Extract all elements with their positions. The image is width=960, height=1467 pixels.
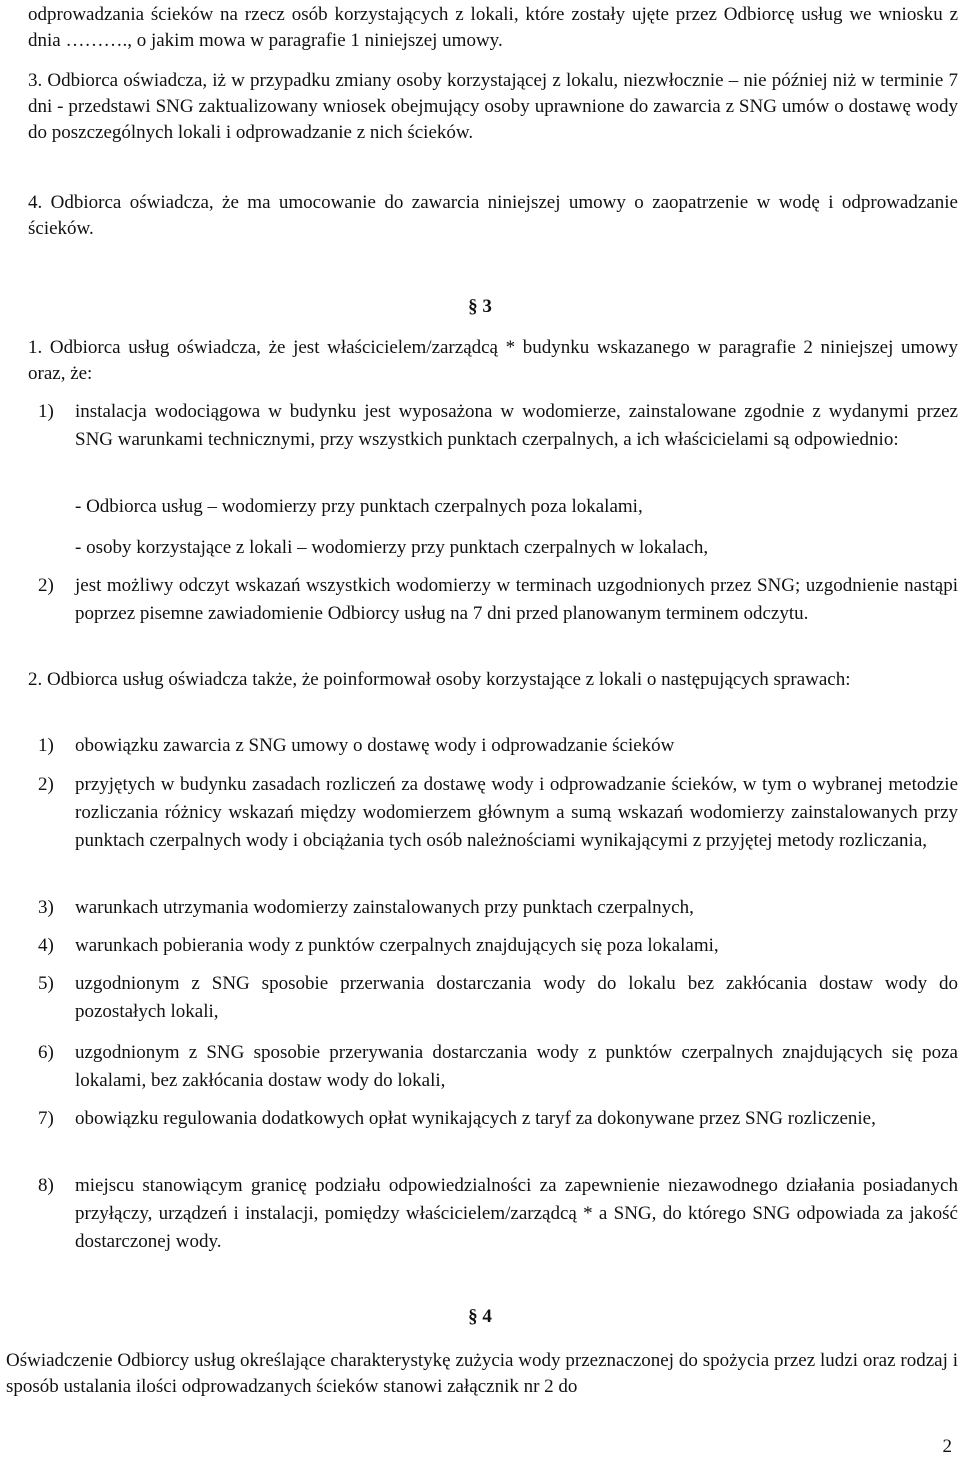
- item-text: warunkach utrzymania wodomierzy zainstalowanych przy punktach czerpalnych,: [75, 897, 694, 918]
- section-3-p2-item-2: [28, 771, 958, 855]
- paragraph-4-number: 4.: [28, 192, 43, 213]
- item-text: uzgodnionym z SNG sposobie przerwania dostarczania wody do lokalu bez zakłócania dostaw wody do pozostałych lokali,: [75, 973, 958, 1022]
- intro-text: odprowadzania ścieków na rzecz osób korzystających z lokali, które zostały ujęte przez Odbiorcę usług we wniosku z dnia ………., o jakim mowa w paragrafie 1 niniejszej umowy.: [28, 4, 958, 51]
- section-4-paragraph: [6, 1348, 958, 1400]
- item-text: obowiązku regulowania dodatkowych opłat wynikających z taryf za dokonywane przez SNG rozliczenie,: [75, 1108, 876, 1129]
- item-number: 2): [38, 575, 54, 596]
- section-3-p2-item-4: [28, 932, 958, 960]
- paragraph-3-text: Odbiorca oświadcza, iż w przypadku zmiany osoby korzystającej z lokalu, niezwłocznie – nie później niż w terminie 7 dni - przedstawi SNG zaktualizowany wniosek obejmujący osoby uprawnione do zawarcia z SNG umów o dostawę wody do poszczególnych lokali i odprowadzanie z nich ścieków.: [28, 70, 959, 143]
- item-number: 3): [38, 897, 54, 918]
- section-4-text: Oświadczenie Odbiorcy usług określające charakterystykę zużycia wody przeznaczonej do spożycia przez ludzi oraz rodzaj i sposób ustalania ilości odprowadzanych ścieków stanowi załącznik nr 2 do: [6, 1350, 958, 1397]
- item-text: uzgodnionym z SNG sposobie przerywania dostarczania wody z punktów czerpalnych znajdujących się poza lokalami, bez zakłócania dostaw wody do lokali,: [75, 1042, 958, 1091]
- item-number: 7): [38, 1108, 54, 1129]
- section-3-item-2: [28, 572, 958, 628]
- intro-paragraph: [28, 2, 958, 54]
- item-text: instalacja wodociągowa w budynku jest wyposażona w wodomierze, zainstalowane zgodnie z wydanymi przez SNG warunkami technicznymi, przy wszystkich punktach czerpalnych, a ich właścicielami są odpowiednio:: [75, 401, 958, 450]
- section-3-p2-item-1: [28, 732, 958, 760]
- section-3-paragraph-2-text: Odbiorca usług oświadcza także, że poinformował osoby korzystające z lokali o następujących sprawach:: [47, 669, 851, 690]
- item-text: obowiązku zawarcia z SNG umowy o dostawę wody i odprowadzanie ścieków: [75, 735, 675, 756]
- section-3-p2-item-6: [28, 1039, 958, 1095]
- section-3-p2-item-7: [28, 1105, 958, 1133]
- paragraph-3: [28, 68, 958, 146]
- item-text: przyjętych w budynku zasadach rozliczeń za dostawę wody i odprowadzanie ścieków, w tym o wybranej metodzie rozliczania różnicy wskazań między wodomierzem głównym a sumą wskazań wodomierzy zainstalowanych przy punktach czerpalnych wody i obciążania tych osób należnościami wynikającymi z przyjętej metody rozliczania,: [75, 774, 958, 851]
- page-number: 2: [942, 1436, 952, 1457]
- section-4-heading: § 4: [468, 1306, 492, 1327]
- item-number: 4): [38, 935, 54, 956]
- item-number: 8): [38, 1175, 54, 1196]
- section-3-p2-item-3: [28, 894, 958, 922]
- dash-item-odbiorca: - Odbiorca usług – wodomierzy przy punktach czerpalnych poza lokalami,: [75, 496, 643, 517]
- section-3-paragraph-1: [28, 335, 958, 387]
- section-3-heading: § 3: [468, 296, 492, 317]
- item-number: 6): [38, 1042, 54, 1063]
- section-3-paragraph-1-text: Odbiorca usług oświadcza, że jest właścicielem/zarządcą * budynku wskazanego w paragrafie 2 niniejszej umowy oraz, że:: [28, 337, 959, 384]
- section-3-paragraph-1-number: 1.: [28, 337, 43, 358]
- item-text: warunkach pobierania wody z punktów czerpalnych znajdujących się poza lokalami,: [75, 935, 719, 956]
- item-text: jest możliwy odczyt wskazań wszystkich wodomierzy w terminach uzgodnionych przez SNG; uzgodnienie nastąpi poprzez pisemne zawiadomienie Odbiorcy usług na 7 dni przed planowanym terminem odczytu.: [75, 575, 958, 624]
- section-3-p2-item-5: [28, 970, 958, 1026]
- item-text: miejscu stanowiącym granicę podziału odpowiedzialności za zapewnienie niezawodnego działania posiadanych przyłączy, urządzeń i instalacji, pomiędzy właścicielem/zarządcą * a SNG, do którego SNG odpowiada za jakość dostarczonej wody.: [75, 1175, 958, 1252]
- section-3-p2-item-8: [28, 1172, 958, 1256]
- paragraph-3-number: 3.: [28, 70, 43, 91]
- item-number: 1): [38, 735, 54, 756]
- paragraph-4-text: Odbiorca oświadcza, że ma umocowanie do zawarcia niniejszej umowy o zaopatrzenie w wodę i odprowadzanie ścieków.: [28, 192, 958, 239]
- item-number: 1): [38, 401, 54, 422]
- section-3-paragraph-2: [28, 667, 958, 693]
- item-number: 2): [38, 774, 54, 795]
- dash-item-osoby: - osoby korzystające z lokali – wodomierzy przy punktach czerpalnych w lokalach,: [75, 537, 709, 558]
- section-3-paragraph-2-number: 2.: [28, 669, 43, 690]
- section-3-item-1: [28, 398, 958, 454]
- paragraph-4: [28, 190, 958, 242]
- item-number: 5): [38, 973, 54, 994]
